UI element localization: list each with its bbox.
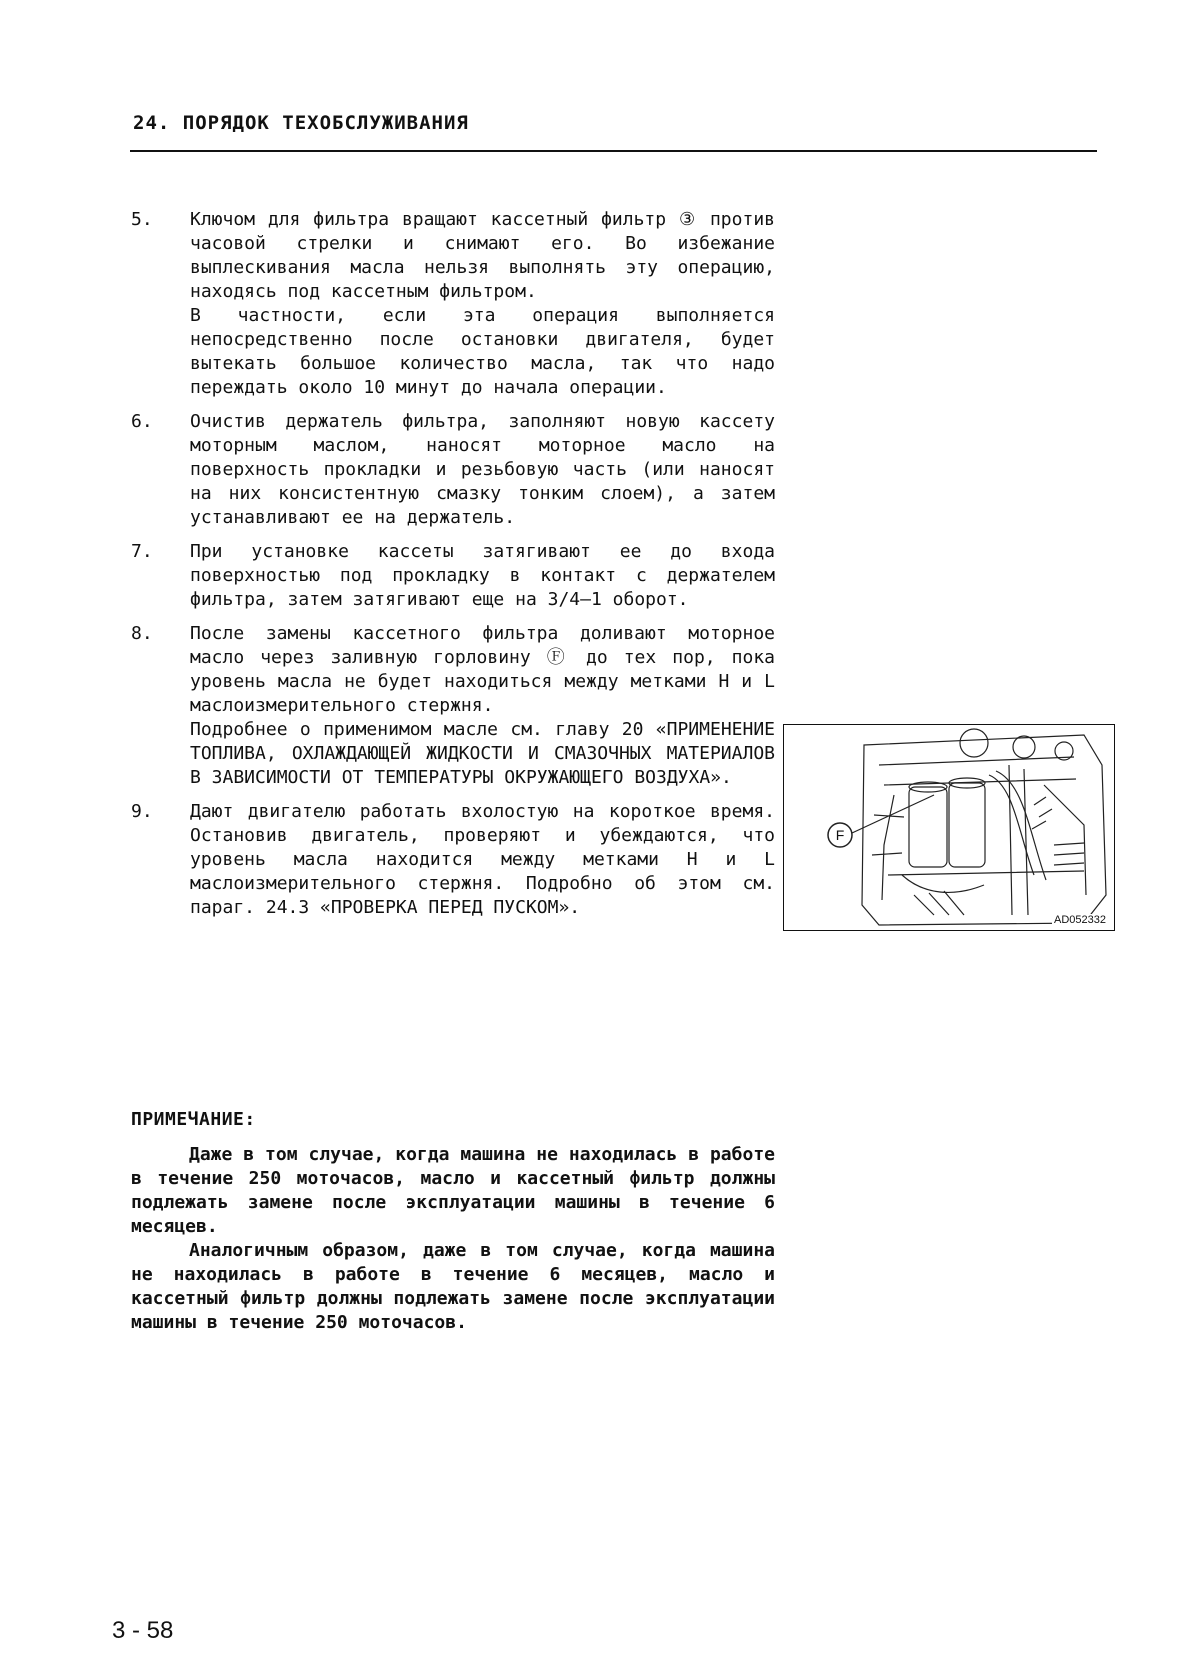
step-text: Подробнее о применимом масле см. главу 20 «ПРИМЕНЕНИЕ ТОПЛИВА, ОХЛАЖДАЮЩЕЙ ЖИДКОСТИ И СМАЗОЧНЫХ МАТЕРИАЛОВ В ЗАВИСИМОСТИ ОТ ТЕМПЕРАТУРЫ ОКРУЖАЮЩЕГО ВОЗДУХА». bbox=[190, 719, 775, 788]
step-number: 9. bbox=[131, 801, 153, 822]
step-5 bbox=[0, 208, 1190, 400]
step-text: В частности, если эта операция выполняется непосредственно после остановки двигателя, будет вытекать большое количество масла, так что надо переждать около 10 минут до начала операции. bbox=[190, 305, 775, 398]
note-paragraph: Даже в том случае, когда машина не находилась в работе в течение 250 моточасов, масло и кассетный фильтр должны подлежать замене после эксплуатации машины в течение 6 месяцев. bbox=[131, 1144, 775, 1237]
step-number: 7. bbox=[131, 541, 153, 562]
section-header: 24. ПОРЯДОК ТЕХОБСЛУЖИВАНИЯ bbox=[133, 112, 469, 134]
callout-label: F bbox=[835, 827, 845, 843]
step-text: Ключом для фильтра вращают кассетный фильтр ③ против часовой стрелки и снимают его. Во избежание выплескивания масла нельзя выполнять эту операцию, находясь под кассетным фильтром. bbox=[190, 209, 775, 302]
note-paragraph: Аналогичным образом, даже в том случае, когда машина не находилась в работе в течение 6 месяцев, масло и кассетный фильтр должны подлежать замене после эксплуатации машины в течение 250 моточасов. bbox=[131, 1240, 775, 1333]
step-text: После замены кассетного фильтра доливают моторное масло через заливную горловину Ⓕ до тех пор, пока уровень масла не будет находиться между метками H и L маслоизмерительного стержня. bbox=[190, 623, 775, 716]
step-7 bbox=[0, 540, 1190, 612]
step-6 bbox=[0, 410, 1190, 530]
header-rule bbox=[130, 150, 1097, 152]
step-number: 6. bbox=[131, 411, 153, 432]
step-text: Очистив держатель фильтра, заполняют новую кассету моторным маслом, наносят моторное масло на поверхность прокладки и резьбовую часть (или наносят на них консистентную смазку тонким слоем), а затем устанавливают ее на держатель. bbox=[190, 411, 775, 528]
step-number: 5. bbox=[131, 209, 153, 230]
engine-illustration bbox=[784, 725, 1114, 930]
page-number: 3 - 58 bbox=[112, 1617, 174, 1644]
figure-code: AD052332 bbox=[1054, 914, 1106, 926]
step-text: Дают двигателю работать вхолостую на короткое время. Остановив двигатель, проверяют и убеждаются, что уровень масла находится между метками H и L маслоизмерительного стержня. Подробно об этом см. параг. 24.3 «ПРОВЕРКА ПЕРЕД ПУСКОМ». bbox=[190, 801, 775, 918]
step-text: При установке кассеты затягивают ее до входа поверхностью под прокладку в контакт с держателем фильтра, затем затягивают еще на 3/4—1 оборот. bbox=[190, 541, 775, 610]
engine-oil-filler-figure bbox=[783, 724, 1115, 931]
step-number: 8. bbox=[131, 623, 153, 644]
note-title: ПРИМЕЧАНИЕ: bbox=[131, 1109, 256, 1130]
note-body bbox=[131, 1143, 775, 1335]
